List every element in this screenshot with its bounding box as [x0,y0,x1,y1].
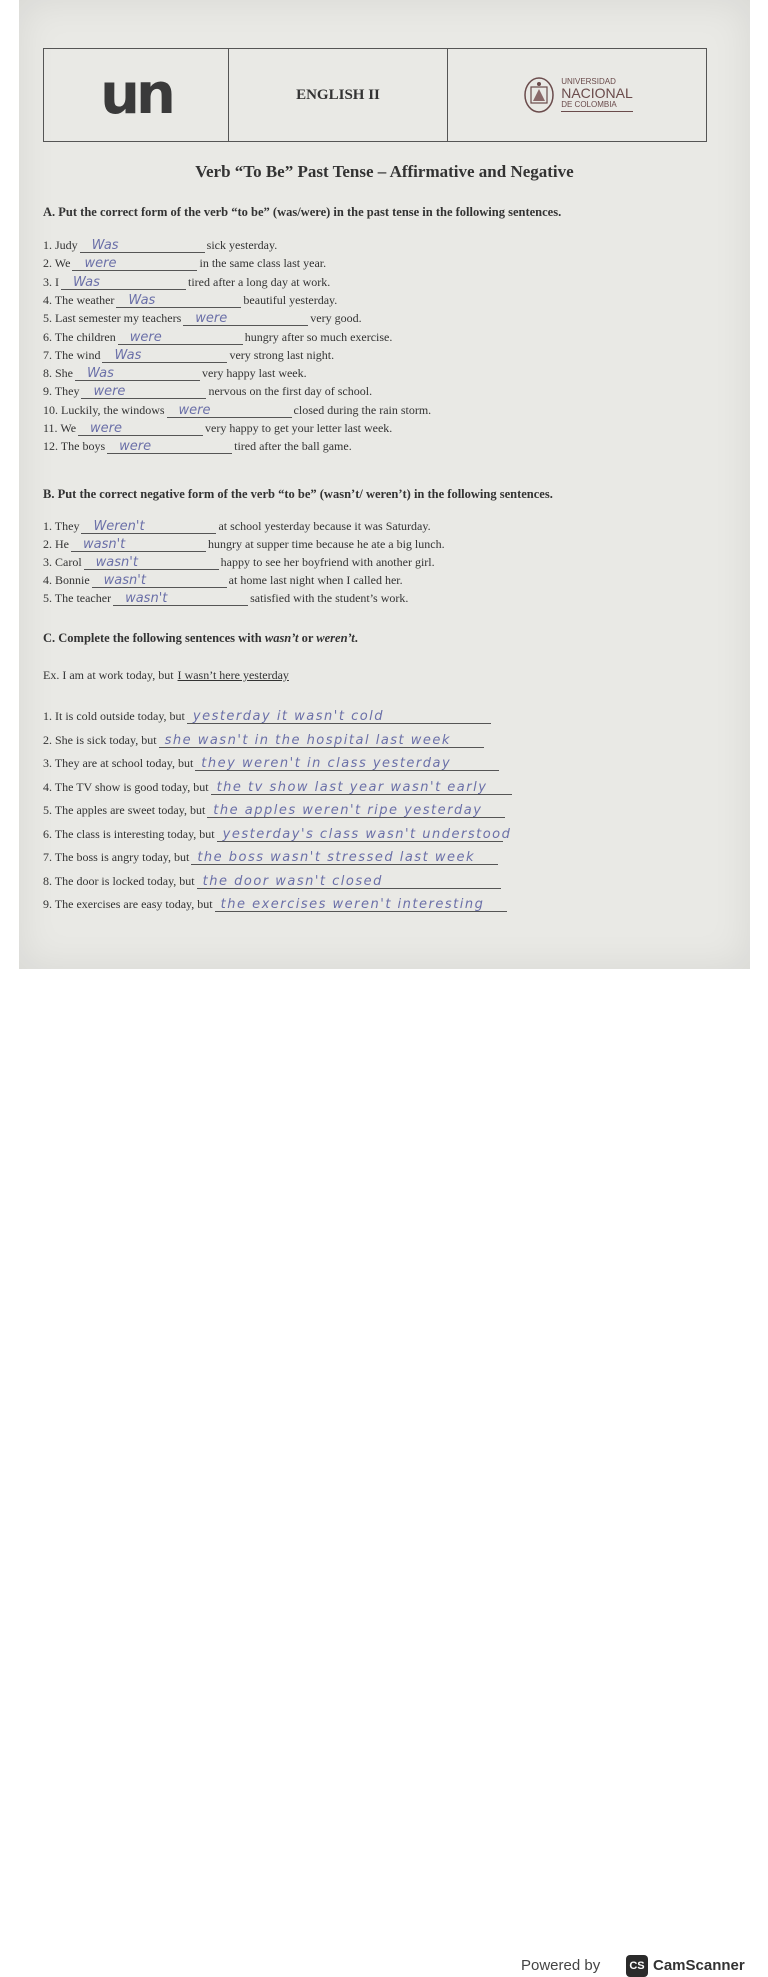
university-line2: NACIONAL [561,85,633,102]
sentence-end: very happy to get your letter last week. [205,421,393,435]
sentence-start: 2. She is sick today, but [43,732,157,747]
sentence-end: nervous on the first day of school. [208,384,373,399]
header-table [43,48,707,142]
scanned-worksheet [19,0,750,969]
handwritten-answer: wasn't [95,555,138,570]
sentence-row [43,519,431,534]
sentence-start: 10. Luckily, the windows [43,402,165,417]
camscanner-name: CamScanner [653,1957,745,1974]
handwritten-answer: Was [87,366,114,382]
university-line1: UNIVERSIDAD [561,76,616,86]
answer-blank [80,238,205,253]
sentence-start: 3. Carol [43,555,82,569]
un-logo-cell [44,49,228,141]
handwritten-answer: Weren't [93,519,145,534]
sentence-start: 4. The TV show is good today, but [43,779,209,794]
sentence-start: 6. The children [43,329,116,344]
answer-blank [81,519,216,534]
handwritten-answer: Was [128,292,156,308]
sentence-row [43,850,500,865]
handwritten-answer: were [178,402,211,418]
sentence-start: 1. Judy [43,238,78,252]
sentence-end: very happy last week. [202,366,307,381]
university-logo-cell [447,49,706,141]
sentence-row [43,826,512,842]
sentence-row [43,555,435,570]
camscanner-logo-icon: CS [626,1955,648,1977]
worksheet-title: Verb “To Be” Past Tense – Affirmative and Negative [195,162,574,181]
sentence-end: tired after the ball game. [234,439,352,454]
sentence-row [43,591,408,606]
sentence-start: 1. It is cold outside today, but [43,709,185,723]
sentence-row [43,275,330,290]
section-c-word2: weren’t [316,631,355,645]
answer-blank [167,403,292,418]
sentence-end: sick yesterday. [206,238,278,252]
sentence-start: 3. They are at school today, but [43,756,194,770]
sentence-start: 2. He [43,537,69,551]
sentence-row [43,330,392,345]
sentence-row [43,421,392,436]
sentence-row [43,238,277,253]
handwritten-answer: Was [114,347,142,363]
sentence-start: 1. They [43,519,80,533]
handwritten-answer: were [84,256,117,272]
sentence-start: 4. Bonnie [43,573,90,587]
answer-blank [207,803,505,818]
sentence-start: 2. We [43,256,71,271]
sentence-row [43,439,352,454]
handwritten-answer: were [129,329,162,345]
sentence-start: 5. Last semester my teachers [43,311,182,326]
sentence-end: hungry after so much exercise. [244,329,393,344]
sentence-end: very good. [310,311,362,326]
example-prefix: Ex. I am at work today, but [43,668,174,682]
answer-blank [195,756,499,771]
handwritten-answer: Was [73,274,100,290]
sentence-row [43,311,362,326]
answer-blank [78,421,203,436]
handwritten-answer: she wasn't in the hospital last week [164,732,451,748]
answer-blank [183,311,308,326]
sentence-row [43,384,372,399]
answer-blank [187,709,491,724]
sentence-start: 7. The boss is angry today, but [43,850,190,864]
example-answer: I wasn’t here yesterday [177,668,289,682]
answer-blank [81,384,206,399]
handwritten-answer: Was [91,238,119,253]
section-c-heading: C. Complete the following sentences with wasn’t or weren’t. [43,631,358,645]
sentence-end: hungry at supper time because he ate a big lunch. [208,537,445,551]
sentence-end: happy to see her boyfriend with another girl. [220,555,435,569]
sentence-start: 9. The exercises are easy today, but [43,897,213,911]
sentence-end: at school yesterday because it was Saturday. [218,519,431,533]
answer-blank [84,555,219,570]
sentence-row [43,756,501,771]
sentence-row [43,780,514,795]
sentence-start: 4. The weather [43,292,115,307]
handwritten-answer: wasn't [103,573,146,588]
sentence-row [43,803,507,818]
answer-blank [191,850,498,865]
sentence-start: 6. The class is interesting today, but [43,826,215,841]
sentence-row [43,293,337,308]
handwritten-answer: the boss wasn't stressed last week [197,850,475,865]
sentence-start: 8. She [43,366,73,381]
handwritten-answer: were [93,384,126,400]
answer-blank [215,897,507,912]
handwritten-answer: were [119,439,152,455]
section-c-or: or [301,631,314,645]
handwritten-answer: the apples weren't ripe yesterday [213,803,483,818]
sentence-start: 5. The apples are sweet today, but [43,803,206,817]
sentence-row [43,256,326,271]
sentence-end: at home last night when I called her. [228,573,403,587]
sentence-end: closed during the rain storm. [293,402,432,417]
sentence-start: 12. The boys [43,439,106,454]
sentence-row [43,709,493,724]
section-a-heading: A. Put the correct form of the verb “to be” (was/were) in the past tense in the following sentences. [43,205,562,219]
un-logo: un [100,62,172,127]
section-c-word1: wasn’t [264,631,299,645]
handwritten-answer: the tv show last year wasn't early [216,779,488,795]
powered-by-text: Powered by [521,1957,601,1974]
handwritten-answer: wasn't [125,591,168,606]
answer-blank [61,275,186,290]
sentence-row [43,537,445,552]
sentence-end: very strong last night. [229,347,335,362]
sentence-row [43,874,503,889]
answer-blank [159,733,484,748]
sentence-start: 3. I [43,274,59,289]
sentence-start: 11. We [43,421,77,435]
answer-blank [113,591,248,606]
handwritten-answer: yesterday it wasn't cold [192,709,385,724]
example-sentence [43,668,289,683]
section-b-heading: B. Put the correct negative form of the verb “to be” (wasn’t/ weren’t) in the following sentences. [43,487,553,501]
answer-blank [107,439,232,454]
sentence-end: satisfied with the student’s work. [250,591,409,605]
university-line3: DE COLOMBIA [561,99,617,109]
sentence-start: 9. They [43,384,80,399]
answer-blank [92,573,227,588]
course-name: ENGLISH II [296,86,380,103]
course-name-cell [228,49,447,141]
sentence-start: 5. The teacher [43,591,112,605]
answer-blank [116,293,241,308]
answer-blank [72,256,197,271]
sentence-row [43,348,334,363]
sentence-end: beautiful yesterday. [243,292,338,307]
section-c-heading-prefix: C. Complete the following sentences with [43,631,262,645]
answer-blank [102,348,227,363]
sentence-start: 7. The wind [43,347,101,362]
answer-blank [217,826,512,842]
sentence-end: in the same class last year. [199,256,327,271]
sentence-end: tired after a long day at work. [188,274,331,289]
camscanner-footer [0,969,768,1974]
handwritten-answer: were [90,421,123,436]
sentence-row [43,573,403,588]
sentence-row [43,366,307,381]
answer-blank [118,330,243,345]
answer-blank [71,537,206,552]
handwritten-answer: they weren't in class yesterday [201,756,452,771]
answer-blank [197,874,501,889]
sentence-start: 8. The door is locked today, but [43,873,195,888]
handwritten-answer: were [195,311,228,327]
handwritten-answer: the exercises weren't interesting [220,897,485,912]
sentence-row [43,403,431,418]
answer-blank [75,366,200,381]
handwritten-answer: wasn't [83,537,126,552]
university-seal-icon [521,75,557,115]
university-logo [521,75,633,115]
handwritten-answer: the door wasn't closed [202,873,383,889]
sentence-row [43,733,486,748]
handwritten-answer: yesterday's class wasn't understood [222,826,512,842]
sentence-row [43,897,509,912]
answer-blank [211,780,512,795]
